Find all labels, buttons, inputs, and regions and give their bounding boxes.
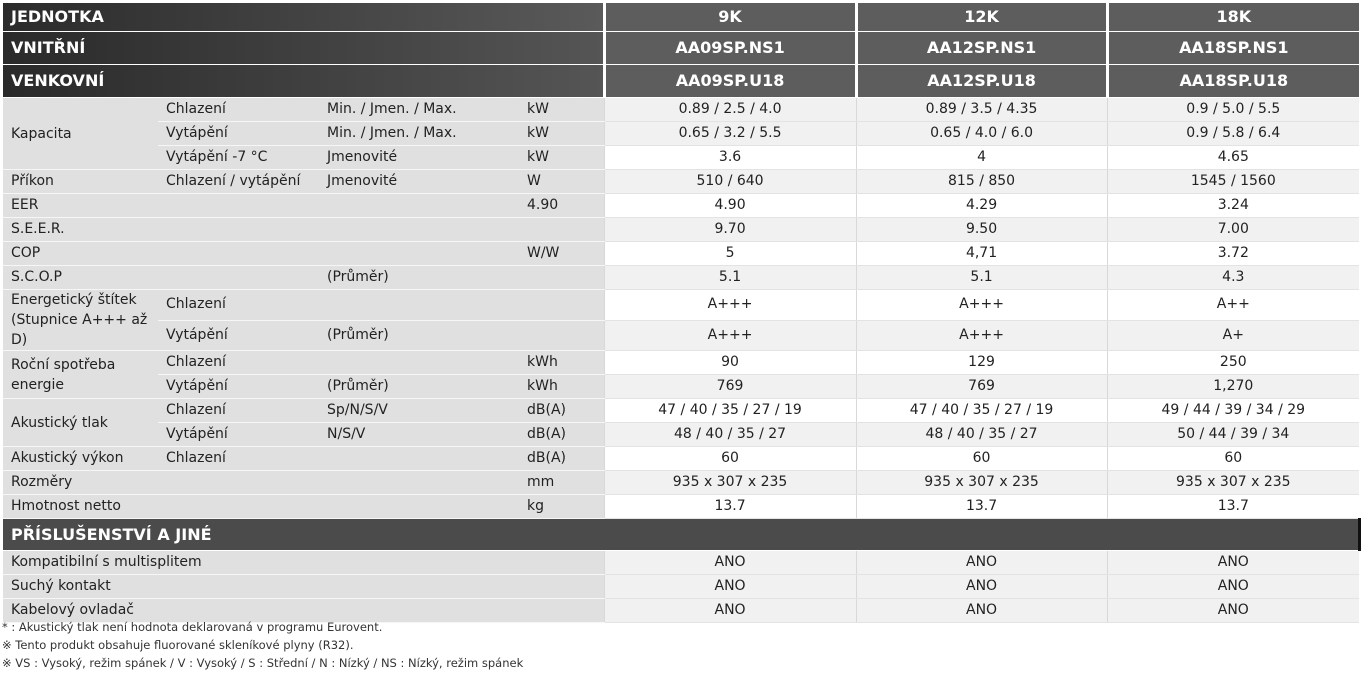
spec-unit: W	[519, 170, 604, 194]
spec-value: 48 / 40 / 35 / 27	[856, 423, 1107, 447]
spec-value: 3.72	[1107, 242, 1359, 266]
spec-group-label: Energetický štítek (Stupnice A+++ až D)	[3, 290, 158, 351]
spec-sub-label: Chlazení	[158, 399, 319, 423]
model-capacity: 9K	[604, 3, 856, 32]
spec-value: 935 x 307 x 235	[1107, 471, 1359, 495]
spec-unit: dB(A)	[519, 399, 604, 423]
spec-condition	[319, 218, 519, 242]
model-indoor: AA18SP.NS1	[1107, 32, 1359, 65]
spec-sub-label: Vytápění	[158, 375, 319, 399]
spec-condition: (Průměr)	[319, 266, 519, 290]
indoor-label: VNITŘNÍ	[3, 32, 604, 65]
spec-unit	[519, 266, 604, 290]
spec-value: 0.9 / 5.8 / 6.4	[1107, 122, 1359, 146]
spec-sub-label: Chlazení / vytápění	[158, 170, 319, 194]
spec-value: 510 / 640	[604, 170, 856, 194]
spec-unit: kg	[519, 495, 604, 519]
spec-unit	[519, 218, 604, 242]
spec-row	[3, 266, 1359, 290]
spec-sub-label	[158, 266, 319, 290]
accessory-value: ANO	[1107, 599, 1359, 623]
outdoor-label: VENKOVNÍ	[3, 65, 604, 98]
header-row-indoor	[3, 32, 1359, 65]
spec-value: 13.7	[604, 495, 856, 519]
model-indoor: AA12SP.NS1	[856, 32, 1107, 65]
spec-group-label: Kapacita	[3, 98, 158, 170]
spec-group-label: S.C.O.P	[3, 266, 158, 290]
spec-condition: Jmenovité	[319, 170, 519, 194]
spec-unit: dB(A)	[519, 447, 604, 471]
unit-label: JEDNOTKA	[3, 3, 604, 32]
spec-value: 0.9 / 5.0 / 5.5	[1107, 98, 1359, 122]
model-indoor: AA09SP.NS1	[604, 32, 856, 65]
accessory-value: ANO	[604, 599, 856, 623]
spec-value: 3.6	[604, 146, 856, 170]
spec-row	[3, 218, 1359, 242]
spec-value: 815 / 850	[856, 170, 1107, 194]
model-outdoor: AA12SP.U18	[856, 65, 1107, 98]
header-row-outdoor	[3, 65, 1359, 98]
spec-value: 129	[856, 351, 1107, 375]
footnote: ※ Tento produkt obsahuje fluorované skleníkové plyny (R32).	[2, 638, 354, 652]
spec-unit: mm	[519, 471, 604, 495]
spec-value: 90	[604, 351, 856, 375]
spec-value: 60	[604, 447, 856, 471]
model-capacity: 18K	[1107, 3, 1359, 32]
accessory-label: Kompatibilní s multisplitem	[3, 551, 604, 575]
spec-row	[3, 194, 1359, 218]
spec-unit: kW	[519, 98, 604, 122]
spec-group-label: Akustický tlak	[3, 399, 158, 447]
spec-value: 935 x 307 x 235	[604, 471, 856, 495]
accessory-value: ANO	[604, 575, 856, 599]
accessory-value: ANO	[1107, 551, 1359, 575]
accessory-value: ANO	[856, 551, 1107, 575]
spec-condition: Min. / Jmen. / Max.	[319, 122, 519, 146]
spec-value: 49 / 44 / 39 / 34 / 29	[1107, 399, 1359, 423]
spec-sub-label	[158, 218, 319, 242]
spec-condition	[319, 290, 519, 321]
spec-sub-label: Vytápění	[158, 122, 319, 146]
spec-sub-label: Chlazení	[158, 98, 319, 122]
spec-value: 9.50	[856, 218, 1107, 242]
header-row-unit	[3, 3, 1359, 32]
spec-value: 5	[604, 242, 856, 266]
spec-row	[3, 320, 1359, 351]
spec-unit: kW	[519, 122, 604, 146]
spec-group-label: Akustický výkon	[3, 447, 158, 471]
spec-sub-label: Vytápění	[158, 423, 319, 447]
spec-condition: Sp/N/S/V	[319, 399, 519, 423]
spec-value: 769	[856, 375, 1107, 399]
spec-value: 4.3	[1107, 266, 1359, 290]
spec-group-label: COP	[3, 242, 158, 266]
spec-condition: Min. / Jmen. / Max.	[319, 98, 519, 122]
spec-value: 935 x 307 x 235	[856, 471, 1107, 495]
spec-value: 50 / 44 / 39 / 34	[1107, 423, 1359, 447]
spec-value: 13.7	[856, 495, 1107, 519]
spec-row	[3, 375, 1359, 399]
spec-condition	[319, 242, 519, 266]
model-outdoor: AA18SP.U18	[1107, 65, 1359, 98]
spec-sub-label: Chlazení	[158, 290, 319, 321]
spec-row	[3, 423, 1359, 447]
spec-value: 0.65 / 3.2 / 5.5	[604, 122, 856, 146]
spec-unit: kW	[519, 146, 604, 170]
spec-sub-label	[158, 471, 319, 495]
spec-unit: dB(A)	[519, 423, 604, 447]
spec-value: 4.90	[604, 194, 856, 218]
spec-sub-label	[158, 194, 319, 218]
spec-value: 0.65 / 4.0 / 6.0	[856, 122, 1107, 146]
spec-value: 1,270	[1107, 375, 1359, 399]
accessory-row	[3, 575, 1359, 599]
spec-sub-label: Chlazení	[158, 351, 319, 375]
spec-group-label: Rozměry	[3, 471, 158, 495]
spec-value: 9.70	[604, 218, 856, 242]
spec-row	[3, 98, 1359, 122]
accessories-title: PŘÍSLUŠENSTVÍ A JINÉ	[3, 519, 1359, 551]
spec-value: 250	[1107, 351, 1359, 375]
spec-sub-label: Vytápění -7 °C	[158, 146, 319, 170]
spec-condition	[319, 447, 519, 471]
spec-condition	[319, 194, 519, 218]
footnotes	[2, 618, 523, 672]
spec-table	[3, 3, 1361, 623]
spec-row	[3, 290, 1359, 321]
spec-value: A+++	[856, 290, 1107, 321]
spec-group-label: Hmotnost netto	[3, 495, 158, 519]
spec-condition: (Průměr)	[319, 375, 519, 399]
spec-unit: W/W	[519, 242, 604, 266]
spec-value: 0.89 / 2.5 / 4.0	[604, 98, 856, 122]
spec-row	[3, 122, 1359, 146]
spec-unit: kWh	[519, 351, 604, 375]
spec-row	[3, 399, 1359, 423]
spec-condition	[319, 471, 519, 495]
spec-row	[3, 242, 1359, 266]
accessory-value: ANO	[604, 551, 856, 575]
spec-unit: kWh	[519, 375, 604, 399]
accessory-label: Kabelový ovladač	[3, 599, 604, 623]
spec-row	[3, 471, 1359, 495]
spec-unit	[519, 290, 604, 321]
spec-value: 0.89 / 3.5 / 4.35	[856, 98, 1107, 122]
spec-value: 47 / 40 / 35 / 27 / 19	[604, 399, 856, 423]
accessory-value: ANO	[1107, 575, 1359, 599]
spec-group-label: Příkon	[3, 170, 158, 194]
accessory-label: Suchý kontakt	[3, 575, 604, 599]
spec-sub-label: Chlazení	[158, 447, 319, 471]
spec-condition: Jmenovité	[319, 146, 519, 170]
spec-value: 769	[604, 375, 856, 399]
spec-value: A+++	[604, 290, 856, 321]
spec-sub-label	[158, 495, 319, 519]
spec-value: 47 / 40 / 35 / 27 / 19	[856, 399, 1107, 423]
footnote: ※ VS : Vysoký, režim spánek / V : Vysoký / S : Střední / N : Nízký / NS : Nízký, režim spánek	[2, 656, 524, 670]
spec-unit	[519, 320, 604, 351]
spec-value: 3.24	[1107, 194, 1359, 218]
accessory-value: ANO	[856, 575, 1107, 599]
model-outdoor: AA09SP.U18	[604, 65, 856, 98]
spec-value: 7.00	[1107, 218, 1359, 242]
spec-row	[3, 447, 1359, 471]
spec-unit: 4.90	[519, 194, 604, 218]
spec-value: 5.1	[856, 266, 1107, 290]
spec-value: 13.7	[1107, 495, 1359, 519]
spec-group-label: EER	[3, 194, 158, 218]
accessory-value: ANO	[856, 599, 1107, 623]
accessories-header-row	[3, 519, 1359, 551]
spec-value: 48 / 40 / 35 / 27	[604, 423, 856, 447]
spec-row	[3, 495, 1359, 519]
spec-row	[3, 170, 1359, 194]
spec-value: A+++	[856, 320, 1107, 351]
spec-value: 5.1	[604, 266, 856, 290]
spec-condition	[319, 495, 519, 519]
spec-value: 4.29	[856, 194, 1107, 218]
spec-value: 4	[856, 146, 1107, 170]
spec-row	[3, 146, 1359, 170]
spec-condition	[319, 351, 519, 375]
spec-sheet	[3, 3, 1359, 623]
spec-value: A++	[1107, 290, 1359, 321]
spec-value: 60	[856, 447, 1107, 471]
accessory-row	[3, 551, 1359, 575]
spec-value: A+	[1107, 320, 1359, 351]
model-capacity: 12K	[856, 3, 1107, 32]
spec-value: 4,71	[856, 242, 1107, 266]
spec-sub-label: Vytápění	[158, 320, 319, 351]
spec-condition: N/S/V	[319, 423, 519, 447]
footnote: * : Akustický tlak není hodnota deklarovaná v programu Eurovent.	[2, 620, 383, 634]
spec-value: 60	[1107, 447, 1359, 471]
spec-row	[3, 351, 1359, 375]
spec-value: A+++	[604, 320, 856, 351]
spec-sub-label	[158, 242, 319, 266]
spec-condition: (Průměr)	[319, 320, 519, 351]
spec-value: 4.65	[1107, 146, 1359, 170]
spec-group-label: S.E.E.R.	[3, 218, 158, 242]
spec-value: 1545 / 1560	[1107, 170, 1359, 194]
spec-group-label: Roční spotřeba energie	[3, 351, 158, 399]
